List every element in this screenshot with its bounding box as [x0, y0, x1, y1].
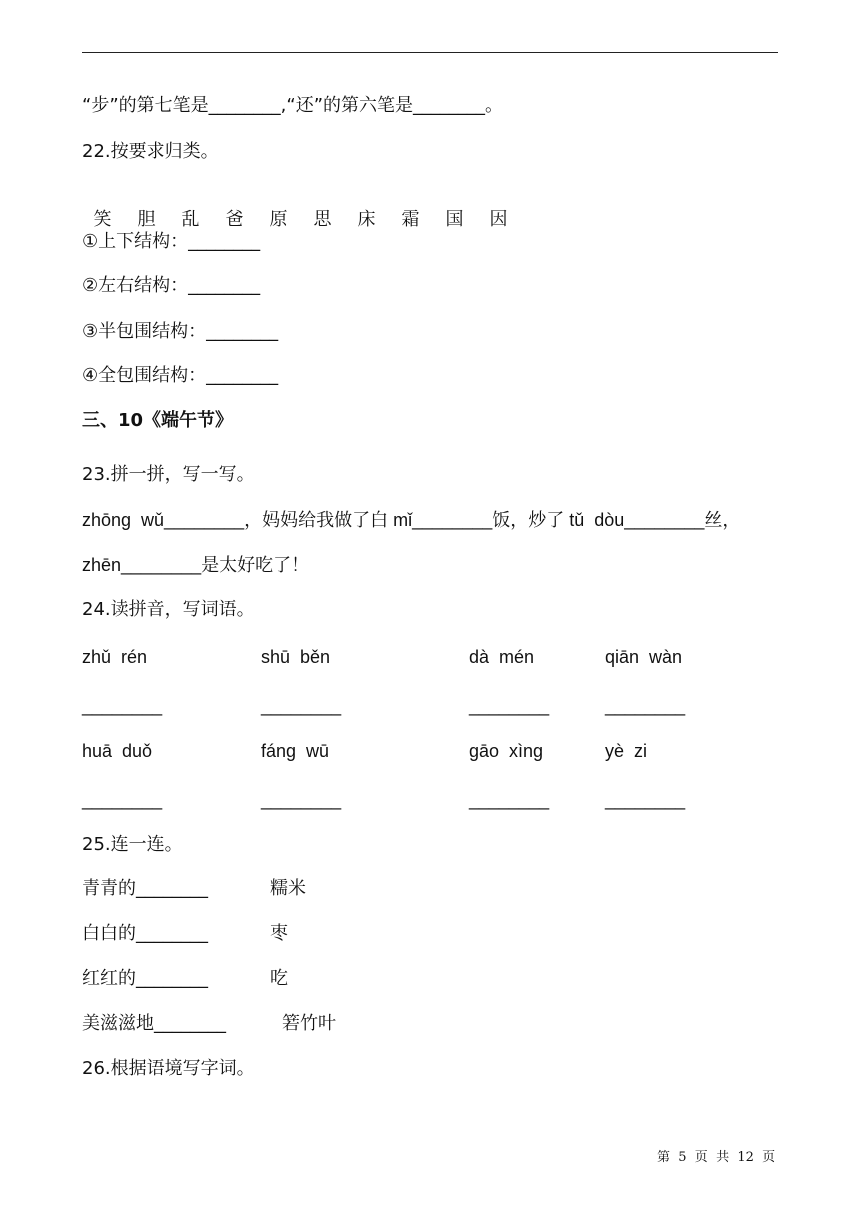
char-item: 霜: [401, 209, 420, 230]
pinyin-item: yè zi: [605, 741, 648, 761]
answer-blank: ________: [261, 790, 342, 810]
q22-character-list: [82, 184, 533, 232]
q23-line-1: zhōng wǔ________，妈妈给我做了白 mǐ________饭，炒了 tǔ dòu________丝，: [82, 510, 741, 530]
q25-left-item: 红红的________: [82, 968, 208, 989]
char-item: 笑: [93, 209, 112, 230]
q25-left-item: 白白的________: [82, 923, 208, 944]
pinyin-item: fáng wū: [261, 741, 330, 761]
q24-pinyin-row-2: [82, 739, 782, 763]
q25-right-item: 枣: [270, 923, 288, 944]
q24-title: 24.读拼音，写词语。: [82, 599, 255, 620]
q22-item-left-right: ②左右结构：________: [82, 275, 261, 296]
q23-title: 23.拼一拼，写一写。: [82, 464, 255, 485]
answer-blank: ________: [469, 696, 550, 716]
q22-item-half-enclosed: ③半包围结构：________: [82, 321, 279, 342]
char-item: 床: [357, 209, 376, 230]
answer-blank: ________: [605, 696, 686, 716]
q25-right-item: 糯米: [270, 878, 306, 899]
char-item: 思: [313, 209, 332, 230]
char-item: 原: [269, 209, 288, 230]
q24-pinyin-row-1: [82, 645, 782, 669]
q25-left-item: 青青的________: [82, 878, 208, 899]
pinyin-item: dà mén: [469, 647, 535, 667]
pinyin-item: huā duǒ: [82, 741, 153, 761]
answer-blank: ________: [261, 696, 342, 716]
char-item: 因: [489, 209, 508, 230]
q22-item-top-bottom: ①上下结构：________: [82, 231, 261, 252]
answer-blank: ________: [82, 696, 163, 716]
answer-blank: ________: [605, 790, 686, 810]
pinyin-item: shū běn: [261, 647, 331, 667]
answer-blank: ________: [82, 790, 163, 810]
section-heading: 三、10《端午节》: [82, 410, 234, 431]
q21-strokes-question: “步”的第七笔是________,“还”的第六笔是________。: [82, 95, 504, 116]
q25-right-item: 箬竹叶: [282, 1013, 336, 1034]
q26-title: 26.根据语境写字词。: [82, 1058, 255, 1079]
char-item: 爸: [225, 209, 244, 230]
pinyin-item: qiān wàn: [605, 647, 683, 667]
char-item: 乱: [181, 209, 200, 230]
page-number-footer: 第 5 页 共 12 页: [657, 1150, 776, 1165]
pinyin-item: zhǔ rén: [82, 647, 148, 667]
pinyin-item: gāo xìng: [469, 741, 544, 761]
q24-blank-row-1: [82, 694, 782, 718]
char-item: 胆: [137, 209, 156, 230]
q24-blank-row-2: [82, 788, 782, 812]
header-rule: [82, 52, 778, 53]
answer-blank: ________: [469, 790, 550, 810]
q22-item-fully-enclosed: ④全包围结构：________: [82, 365, 279, 386]
char-item: 国: [445, 209, 464, 230]
q22-title: 22.按要求归类。: [82, 141, 219, 162]
q25-title: 25.连一连。: [82, 834, 183, 855]
q25-right-item: 吃: [270, 968, 288, 989]
q23-line-2: zhēn________是太好吃了！: [82, 555, 310, 575]
q25-left-item: 美滋滋地________: [82, 1013, 226, 1034]
